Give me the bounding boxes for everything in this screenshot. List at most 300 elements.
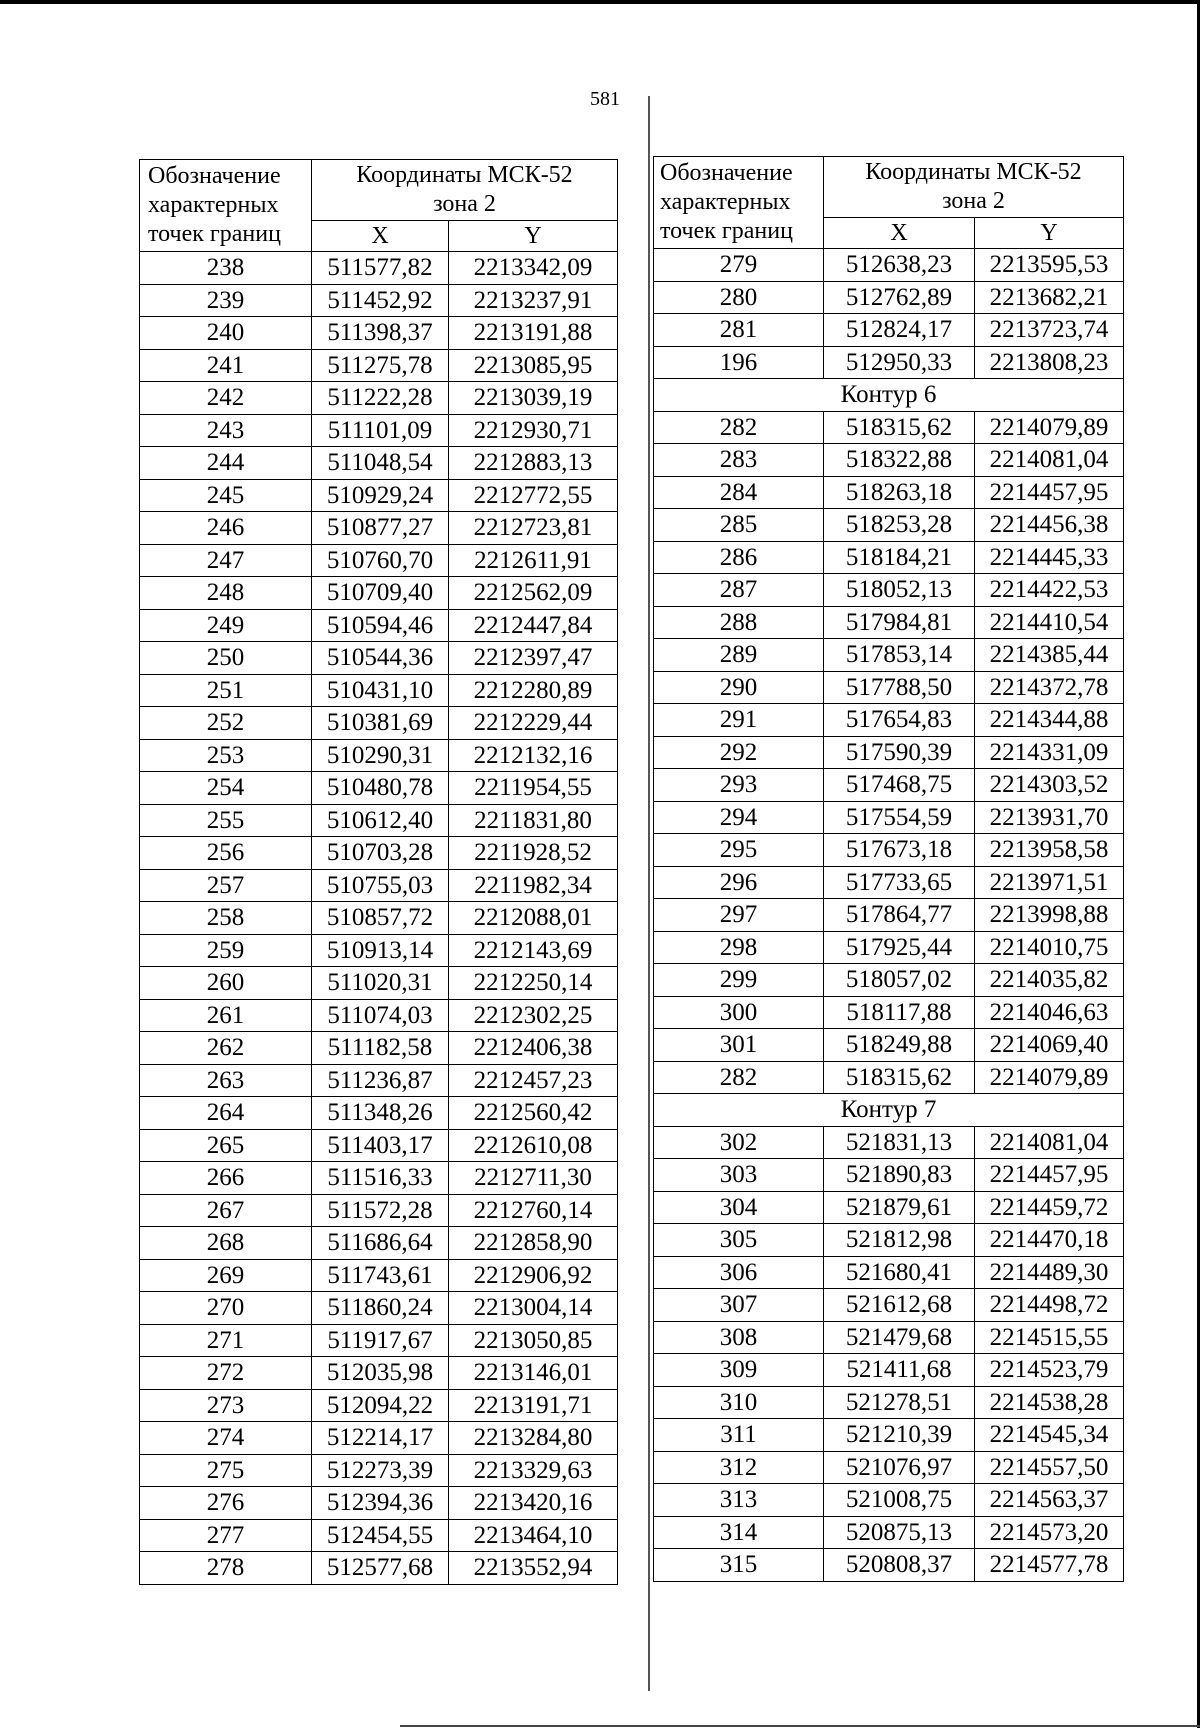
point-number-cell: 296 — [654, 866, 824, 899]
x-coordinate-cell: 517925,44 — [824, 931, 975, 964]
point-number-cell: 260 — [140, 967, 312, 1000]
y-coordinate-cell: 2214069,40 — [975, 1029, 1124, 1062]
x-coordinate-cell: 510480,78 — [312, 772, 449, 805]
y-coordinate-cell: 2213682,21 — [975, 281, 1124, 314]
table-row — [140, 252, 618, 285]
y-coordinate-cell: 2214079,89 — [975, 411, 1124, 444]
y-coordinate-cell: 2214515,55 — [975, 1321, 1124, 1354]
x-coordinate-cell: 511572,28 — [312, 1194, 449, 1227]
y-coordinate-cell: 2214081,04 — [975, 1126, 1124, 1159]
table-row — [140, 1454, 618, 1487]
x-coordinate-cell: 521411,68 — [824, 1354, 975, 1387]
point-number-cell: 251 — [140, 674, 312, 707]
point-number-cell: 302 — [654, 1126, 824, 1159]
point-number-cell: 300 — [654, 996, 824, 1029]
x-coordinate-cell: 511222,28 — [312, 382, 449, 415]
x-coordinate-cell: 517554,59 — [824, 801, 975, 834]
y-coordinate-cell: 2214470,18 — [975, 1224, 1124, 1257]
point-number-cell: 265 — [140, 1129, 312, 1162]
table-row — [654, 1419, 1124, 1452]
point-number-cell: 246 — [140, 512, 312, 545]
y-coordinate-cell: 2213085,95 — [449, 349, 618, 382]
y-coordinate-cell: 2214010,75 — [975, 931, 1124, 964]
point-number-cell: 264 — [140, 1097, 312, 1130]
x-coordinate-cell: 511743,61 — [312, 1259, 449, 1292]
point-number-cell: 273 — [140, 1389, 312, 1422]
y-coordinate-cell: 2213004,14 — [449, 1292, 618, 1325]
table-row — [654, 834, 1124, 867]
table-row — [140, 869, 618, 902]
y-coordinate-cell: 2214422,53 — [975, 574, 1124, 607]
table-row — [140, 1324, 618, 1357]
point-number-cell: 239 — [140, 284, 312, 317]
point-number-cell: 280 — [654, 281, 824, 314]
point-number-cell: 315 — [654, 1549, 824, 1582]
y-coordinate-cell: 2213971,51 — [975, 866, 1124, 899]
point-number-cell: 241 — [140, 349, 312, 382]
point-number-cell: 290 — [654, 671, 824, 704]
point-number-cell: 299 — [654, 964, 824, 997]
point-number-cell: 286 — [654, 541, 824, 574]
y-coordinate-cell: 2214344,88 — [975, 704, 1124, 737]
table-row — [654, 411, 1124, 444]
x-coordinate-cell: 512035,98 — [312, 1357, 449, 1390]
x-coordinate-cell: 510760,70 — [312, 544, 449, 577]
table-row — [140, 902, 618, 935]
point-number-cell: 242 — [140, 382, 312, 415]
point-number-cell: 291 — [654, 704, 824, 737]
y-coordinate-cell: 2214081,04 — [975, 444, 1124, 477]
point-number-cell: 262 — [140, 1032, 312, 1065]
table-row — [140, 1227, 618, 1260]
table-row — [654, 1321, 1124, 1354]
y-coordinate-cell: 2212560,42 — [449, 1097, 618, 1130]
x-coordinate-cell: 521612,68 — [824, 1289, 975, 1322]
table-row — [140, 1389, 618, 1422]
x-coordinate-cell: 517654,83 — [824, 704, 975, 737]
table-body-left — [140, 252, 618, 1585]
point-number-cell: 275 — [140, 1454, 312, 1487]
x-coordinate-cell: 517788,50 — [824, 671, 975, 704]
header-y: Y — [975, 218, 1124, 249]
x-coordinate-cell: 517590,39 — [824, 736, 975, 769]
y-coordinate-cell: 2212229,44 — [449, 707, 618, 740]
header-x: X — [824, 218, 975, 249]
y-coordinate-cell: 2212906,92 — [449, 1259, 618, 1292]
y-coordinate-cell: 2212132,16 — [449, 739, 618, 772]
y-coordinate-cell: 2214079,89 — [975, 1061, 1124, 1094]
table-row — [654, 606, 1124, 639]
table-row — [654, 769, 1124, 802]
table-row — [140, 447, 618, 480]
x-coordinate-cell: 517864,77 — [824, 899, 975, 932]
point-number-cell: 301 — [654, 1029, 824, 1062]
y-coordinate-cell: 2212143,69 — [449, 934, 618, 967]
point-number-cell: 298 — [654, 931, 824, 964]
table-row — [654, 1516, 1124, 1549]
point-number-cell: 252 — [140, 707, 312, 740]
x-coordinate-cell: 512638,23 — [824, 249, 975, 282]
table-row — [654, 574, 1124, 607]
point-number-cell: 271 — [140, 1324, 312, 1357]
y-coordinate-cell: 2212611,91 — [449, 544, 618, 577]
point-number-cell: 272 — [140, 1357, 312, 1390]
x-coordinate-cell: 511452,92 — [312, 284, 449, 317]
y-coordinate-cell: 2211831,80 — [449, 804, 618, 837]
table-row — [140, 934, 618, 967]
y-coordinate-cell: 2212711,30 — [449, 1162, 618, 1195]
point-number-cell: 304 — [654, 1191, 824, 1224]
x-coordinate-cell: 512454,55 — [312, 1519, 449, 1552]
y-coordinate-cell: 2214459,72 — [975, 1191, 1124, 1224]
y-coordinate-cell: 2212280,89 — [449, 674, 618, 707]
point-number-cell: 305 — [654, 1224, 824, 1257]
table-row — [140, 1487, 618, 1520]
table-row — [140, 967, 618, 1000]
point-number-cell: 270 — [140, 1292, 312, 1325]
x-coordinate-cell: 511577,82 — [312, 252, 449, 285]
point-number-cell: 263 — [140, 1064, 312, 1097]
table-row — [654, 1289, 1124, 1322]
point-number-cell: 240 — [140, 317, 312, 350]
point-number-cell: 277 — [140, 1519, 312, 1552]
x-coordinate-cell: 510703,28 — [312, 837, 449, 870]
table-row — [654, 866, 1124, 899]
point-number-cell: 294 — [654, 801, 824, 834]
header-y: Y — [449, 221, 618, 252]
y-coordinate-cell: 2211954,55 — [449, 772, 618, 805]
x-coordinate-cell: 511101,09 — [312, 414, 449, 447]
point-number-cell: 295 — [654, 834, 824, 867]
point-number-cell: 310 — [654, 1386, 824, 1419]
x-coordinate-cell: 521879,61 — [824, 1191, 975, 1224]
x-coordinate-cell: 518052,13 — [824, 574, 975, 607]
x-coordinate-cell: 512824,17 — [824, 314, 975, 347]
x-coordinate-cell: 518263,18 — [824, 476, 975, 509]
x-coordinate-cell: 512577,68 — [312, 1552, 449, 1585]
point-number-cell: 257 — [140, 869, 312, 902]
y-coordinate-cell: 2212457,23 — [449, 1064, 618, 1097]
table-row — [654, 476, 1124, 509]
x-coordinate-cell: 512950,33 — [824, 346, 975, 379]
point-number-cell: 261 — [140, 999, 312, 1032]
x-coordinate-cell: 510544,36 — [312, 642, 449, 675]
y-coordinate-cell: 2213958,58 — [975, 834, 1124, 867]
x-coordinate-cell: 510594,46 — [312, 609, 449, 642]
table-row — [140, 349, 618, 382]
y-coordinate-cell: 2212088,01 — [449, 902, 618, 935]
y-coordinate-cell: 2213191,88 — [449, 317, 618, 350]
y-coordinate-cell: 2213931,70 — [975, 801, 1124, 834]
x-coordinate-cell: 518315,62 — [824, 411, 975, 444]
table-row — [654, 1191, 1124, 1224]
table-row — [140, 739, 618, 772]
x-coordinate-cell: 518322,88 — [824, 444, 975, 477]
point-number-cell: 268 — [140, 1227, 312, 1260]
x-coordinate-cell: 510929,24 — [312, 479, 449, 512]
y-coordinate-cell: 2214557,50 — [975, 1451, 1124, 1484]
table-row — [140, 1129, 618, 1162]
y-coordinate-cell: 2212397,47 — [449, 642, 618, 675]
y-coordinate-cell: 2213808,23 — [975, 346, 1124, 379]
table-row — [140, 1357, 618, 1390]
point-number-cell: 279 — [654, 249, 824, 282]
table-row — [654, 444, 1124, 477]
point-number-cell: 289 — [654, 639, 824, 672]
y-coordinate-cell: 2214456,38 — [975, 509, 1124, 542]
x-coordinate-cell: 518184,21 — [824, 541, 975, 574]
table-row — [654, 639, 1124, 672]
table-row — [654, 1484, 1124, 1517]
table-row — [654, 1029, 1124, 1062]
point-number-cell: 254 — [140, 772, 312, 805]
x-coordinate-cell: 510755,03 — [312, 869, 449, 902]
point-number-cell: 244 — [140, 447, 312, 480]
header-coordinates: Координаты МСК-52 зона 2 — [312, 160, 618, 221]
x-coordinate-cell: 521210,39 — [824, 1419, 975, 1452]
bottom-edge-rule — [400, 1725, 1200, 1727]
point-number-cell: 253 — [140, 739, 312, 772]
page-number: 581 — [590, 88, 620, 110]
table-row — [140, 1292, 618, 1325]
x-coordinate-cell: 510877,27 — [312, 512, 449, 545]
section-title: Контур 6 — [654, 379, 1124, 412]
x-coordinate-cell: 521890,83 — [824, 1159, 975, 1192]
y-coordinate-cell: 2214372,78 — [975, 671, 1124, 704]
x-coordinate-cell: 518315,62 — [824, 1061, 975, 1094]
x-coordinate-cell: 518253,28 — [824, 509, 975, 542]
table-row — [654, 704, 1124, 737]
table-row — [140, 414, 618, 447]
point-number-cell: 283 — [654, 444, 824, 477]
x-coordinate-cell: 511236,87 — [312, 1064, 449, 1097]
coordinates-table-left — [139, 159, 618, 1585]
point-number-cell: 308 — [654, 1321, 824, 1354]
point-number-cell: 196 — [654, 346, 824, 379]
table-row — [654, 736, 1124, 769]
point-number-cell: 282 — [654, 1061, 824, 1094]
table-row — [654, 541, 1124, 574]
table-row — [140, 544, 618, 577]
table-row — [140, 284, 618, 317]
table-row — [140, 1552, 618, 1585]
table-row — [654, 671, 1124, 704]
y-coordinate-cell: 2213329,63 — [449, 1454, 618, 1487]
point-number-cell: 312 — [654, 1451, 824, 1484]
x-coordinate-cell: 510612,40 — [312, 804, 449, 837]
y-coordinate-cell: 2214303,52 — [975, 769, 1124, 802]
point-number-cell: 287 — [654, 574, 824, 607]
x-coordinate-cell: 517673,18 — [824, 834, 975, 867]
y-coordinate-cell: 2212760,14 — [449, 1194, 618, 1227]
header-coordinates: Координаты МСК-52 зона 2 — [824, 157, 1124, 218]
point-number-cell: 243 — [140, 414, 312, 447]
y-coordinate-cell: 2213464,10 — [449, 1519, 618, 1552]
coordinates-table-right — [653, 156, 1124, 1582]
x-coordinate-cell: 511686,64 — [312, 1227, 449, 1260]
y-coordinate-cell: 2213595,53 — [975, 249, 1124, 282]
table-row — [140, 1032, 618, 1065]
center-divider — [648, 96, 650, 1691]
x-coordinate-cell: 512762,89 — [824, 281, 975, 314]
table-row — [140, 999, 618, 1032]
table-row — [140, 512, 618, 545]
table-row — [654, 801, 1124, 834]
table-row — [140, 1422, 618, 1455]
y-coordinate-cell: 2214563,37 — [975, 1484, 1124, 1517]
x-coordinate-cell: 517733,65 — [824, 866, 975, 899]
x-coordinate-cell: 521812,98 — [824, 1224, 975, 1257]
x-coordinate-cell: 518117,88 — [824, 996, 975, 1029]
y-coordinate-cell: 2212858,90 — [449, 1227, 618, 1260]
table-row — [140, 317, 618, 350]
x-coordinate-cell: 510913,14 — [312, 934, 449, 967]
point-number-cell: 259 — [140, 934, 312, 967]
table-row — [654, 509, 1124, 542]
y-coordinate-cell: 2214498,72 — [975, 1289, 1124, 1322]
point-number-cell: 292 — [654, 736, 824, 769]
y-coordinate-cell: 2213998,88 — [975, 899, 1124, 932]
y-coordinate-cell: 2213342,09 — [449, 252, 618, 285]
x-coordinate-cell: 520808,37 — [824, 1549, 975, 1582]
table-row — [654, 314, 1124, 347]
point-number-cell: 249 — [140, 609, 312, 642]
x-coordinate-cell: 517468,75 — [824, 769, 975, 802]
point-number-cell: 285 — [654, 509, 824, 542]
x-coordinate-cell: 511860,24 — [312, 1292, 449, 1325]
table-row — [140, 1064, 618, 1097]
point-number-cell: 255 — [140, 804, 312, 837]
table-row — [654, 1224, 1124, 1257]
table-row — [140, 1162, 618, 1195]
table-row — [654, 996, 1124, 1029]
point-number-cell: 288 — [654, 606, 824, 639]
x-coordinate-cell: 521008,75 — [824, 1484, 975, 1517]
y-coordinate-cell: 2213552,94 — [449, 1552, 618, 1585]
x-coordinate-cell: 510431,10 — [312, 674, 449, 707]
table-row — [654, 899, 1124, 932]
point-number-cell: 276 — [140, 1487, 312, 1520]
y-coordinate-cell: 2214035,82 — [975, 964, 1124, 997]
y-coordinate-cell: 2213284,80 — [449, 1422, 618, 1455]
x-coordinate-cell: 511348,26 — [312, 1097, 449, 1130]
y-coordinate-cell: 2213420,16 — [449, 1487, 618, 1520]
point-number-cell: 297 — [654, 899, 824, 932]
point-number-cell: 274 — [140, 1422, 312, 1455]
x-coordinate-cell: 521278,51 — [824, 1386, 975, 1419]
x-coordinate-cell: 517853,14 — [824, 639, 975, 672]
point-number-cell: 250 — [140, 642, 312, 675]
x-coordinate-cell: 518249,88 — [824, 1029, 975, 1062]
y-coordinate-cell: 2212302,25 — [449, 999, 618, 1032]
y-coordinate-cell: 2213723,74 — [975, 314, 1124, 347]
table-row — [654, 346, 1124, 379]
x-coordinate-cell: 521831,13 — [824, 1126, 975, 1159]
point-number-cell: 278 — [140, 1552, 312, 1585]
section-title: Контур 7 — [654, 1094, 1124, 1127]
x-coordinate-cell: 511917,67 — [312, 1324, 449, 1357]
y-coordinate-cell: 2214545,34 — [975, 1419, 1124, 1452]
y-coordinate-cell: 2211982,34 — [449, 869, 618, 902]
y-coordinate-cell: 2214445,33 — [975, 541, 1124, 574]
point-number-cell: 267 — [140, 1194, 312, 1227]
table-row — [654, 931, 1124, 964]
point-number-cell: 311 — [654, 1419, 824, 1452]
table-row — [140, 577, 618, 610]
table-row — [140, 837, 618, 870]
x-coordinate-cell: 511020,31 — [312, 967, 449, 1000]
y-coordinate-cell: 2214573,20 — [975, 1516, 1124, 1549]
x-coordinate-cell: 521479,68 — [824, 1321, 975, 1354]
table-row — [140, 1194, 618, 1227]
y-coordinate-cell: 2214457,95 — [975, 476, 1124, 509]
table-row — [654, 1061, 1124, 1094]
y-coordinate-cell: 2214457,95 — [975, 1159, 1124, 1192]
x-coordinate-cell: 510381,69 — [312, 707, 449, 740]
x-coordinate-cell: 518057,02 — [824, 964, 975, 997]
y-coordinate-cell: 2211928,52 — [449, 837, 618, 870]
y-coordinate-cell: 2213146,01 — [449, 1357, 618, 1390]
point-number-cell: 248 — [140, 577, 312, 610]
x-coordinate-cell: 512273,39 — [312, 1454, 449, 1487]
table-row — [654, 1451, 1124, 1484]
x-coordinate-cell: 521680,41 — [824, 1256, 975, 1289]
header-point-designation: Обозначение характерных точек границ — [654, 157, 824, 249]
point-number-cell: 256 — [140, 837, 312, 870]
y-coordinate-cell: 2212610,08 — [449, 1129, 618, 1162]
point-number-cell: 266 — [140, 1162, 312, 1195]
y-coordinate-cell: 2212447,84 — [449, 609, 618, 642]
point-number-cell: 307 — [654, 1289, 824, 1322]
header-point-designation: Обозначение характерных точек границ — [140, 160, 312, 252]
x-coordinate-cell: 517984,81 — [824, 606, 975, 639]
point-number-cell: 245 — [140, 479, 312, 512]
y-coordinate-cell: 2213039,19 — [449, 382, 618, 415]
point-number-cell: 281 — [654, 314, 824, 347]
y-coordinate-cell: 2214046,63 — [975, 996, 1124, 1029]
y-coordinate-cell: 2212250,14 — [449, 967, 618, 1000]
point-number-cell: 293 — [654, 769, 824, 802]
x-coordinate-cell: 510857,72 — [312, 902, 449, 935]
header-x: X — [312, 221, 449, 252]
section-row — [654, 379, 1124, 412]
point-number-cell: 247 — [140, 544, 312, 577]
y-coordinate-cell: 2214538,28 — [975, 1386, 1124, 1419]
table-row — [654, 1354, 1124, 1387]
point-number-cell: 269 — [140, 1259, 312, 1292]
table-row — [140, 1259, 618, 1292]
table-row — [140, 772, 618, 805]
y-coordinate-cell: 2212772,55 — [449, 479, 618, 512]
x-coordinate-cell: 512394,36 — [312, 1487, 449, 1520]
y-coordinate-cell: 2212930,71 — [449, 414, 618, 447]
section-row — [654, 1094, 1124, 1127]
x-coordinate-cell: 511398,37 — [312, 317, 449, 350]
table-row — [654, 1126, 1124, 1159]
table-row — [140, 1097, 618, 1130]
y-coordinate-cell: 2213050,85 — [449, 1324, 618, 1357]
point-number-cell: 314 — [654, 1516, 824, 1549]
table-body-right — [654, 249, 1124, 1582]
table-row — [140, 642, 618, 675]
table-row — [140, 479, 618, 512]
table-row — [654, 964, 1124, 997]
point-number-cell: 238 — [140, 252, 312, 285]
x-coordinate-cell: 511074,03 — [312, 999, 449, 1032]
y-coordinate-cell: 2212883,13 — [449, 447, 618, 480]
table-row — [654, 281, 1124, 314]
table-row — [654, 1159, 1124, 1192]
